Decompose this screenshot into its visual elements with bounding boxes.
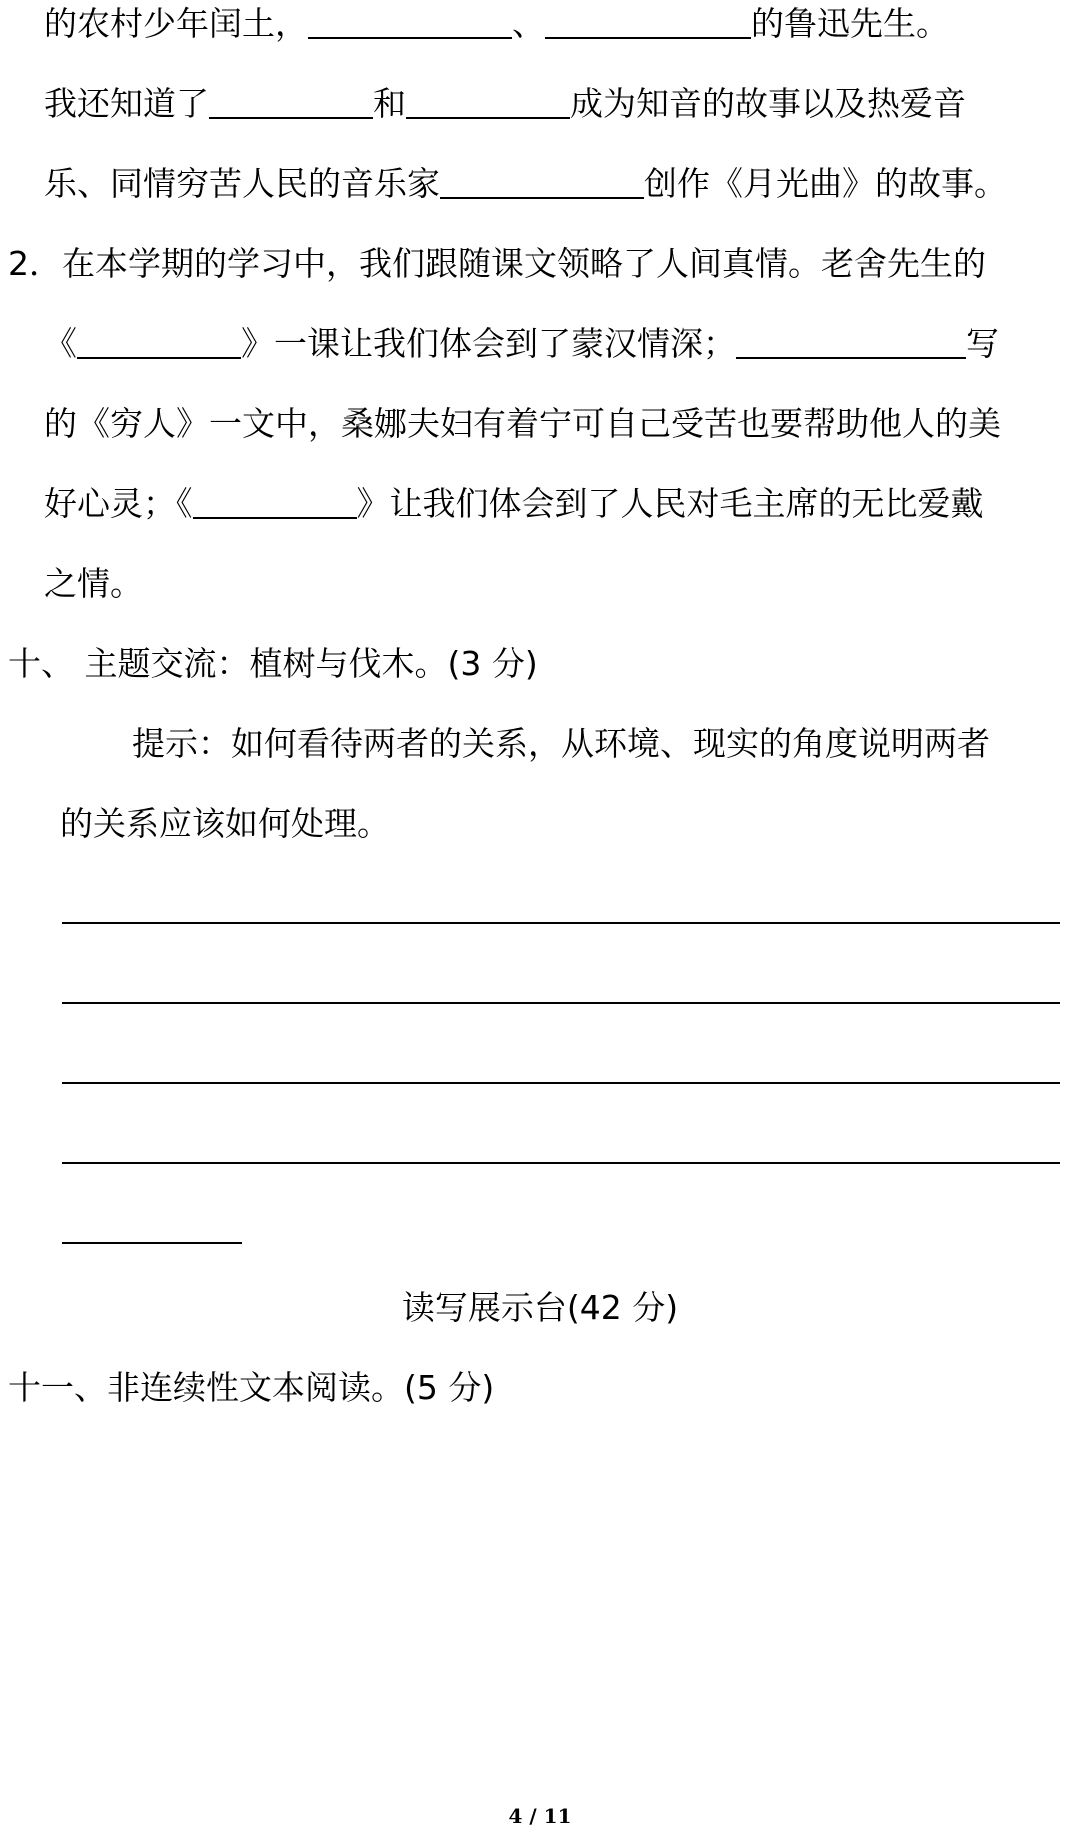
answer-writing-line[interactable]	[62, 1162, 1060, 1164]
section-title: 读写展示台(42 分)	[401, 1288, 679, 1327]
answer-blank[interactable]	[209, 87, 373, 119]
answer-blank[interactable]	[545, 7, 751, 39]
q9-1-line3: 乐、同情穷苦人民的音乐家 创作《月光曲》的故事。	[44, 164, 1007, 203]
q10-hint-line1: 提示：如何看待两者的关系，从环境、现实的角度说明两者	[132, 724, 990, 763]
answer-blank[interactable]	[440, 167, 644, 199]
answer-blank[interactable]	[736, 327, 966, 359]
q9-2-line2: 《 》一课让我们体会到了蒙汉情深； 写	[44, 324, 999, 363]
q9-2-line3: 的《穷人》一文中，桑娜夫妇有着宁可自己受苦也要帮助他人的美	[44, 404, 1001, 443]
answer-writing-line[interactable]	[62, 922, 1060, 924]
q9-1-line1: 的农村少年闰土， 、 的鲁迅先生。	[44, 4, 949, 43]
q9-2-line1: 2．在本学期的学习中，我们跟随课文领略了人间真情。老舍先生的	[8, 244, 986, 283]
answer-writing-line[interactable]	[62, 1002, 1060, 1004]
q9-1-line2: 我还知道了 和 成为知音的故事以及热爱音	[44, 84, 966, 123]
answer-writing-line[interactable]	[62, 1082, 1060, 1084]
answer-blank[interactable]	[406, 87, 570, 119]
answer-writing-line[interactable]	[62, 1242, 242, 1244]
q9-2-line4: 好心灵；《 》让我们体会到了人民对毛主席的无比爱戴	[44, 484, 984, 523]
q10-heading: 十、 主题交流：植树与伐木。(3 分)	[8, 644, 538, 683]
answer-blank[interactable]	[308, 7, 512, 39]
q10-hint-line2: 的关系应该如何处理。	[60, 804, 390, 843]
q9-2-line5: 之情。	[44, 564, 143, 603]
page-number: 4 / 11	[508, 1804, 572, 1828]
q11-heading: 十一、非连续性文本阅读。(5 分)	[8, 1368, 495, 1407]
answer-blank[interactable]	[77, 327, 241, 359]
answer-blank[interactable]	[193, 487, 357, 519]
